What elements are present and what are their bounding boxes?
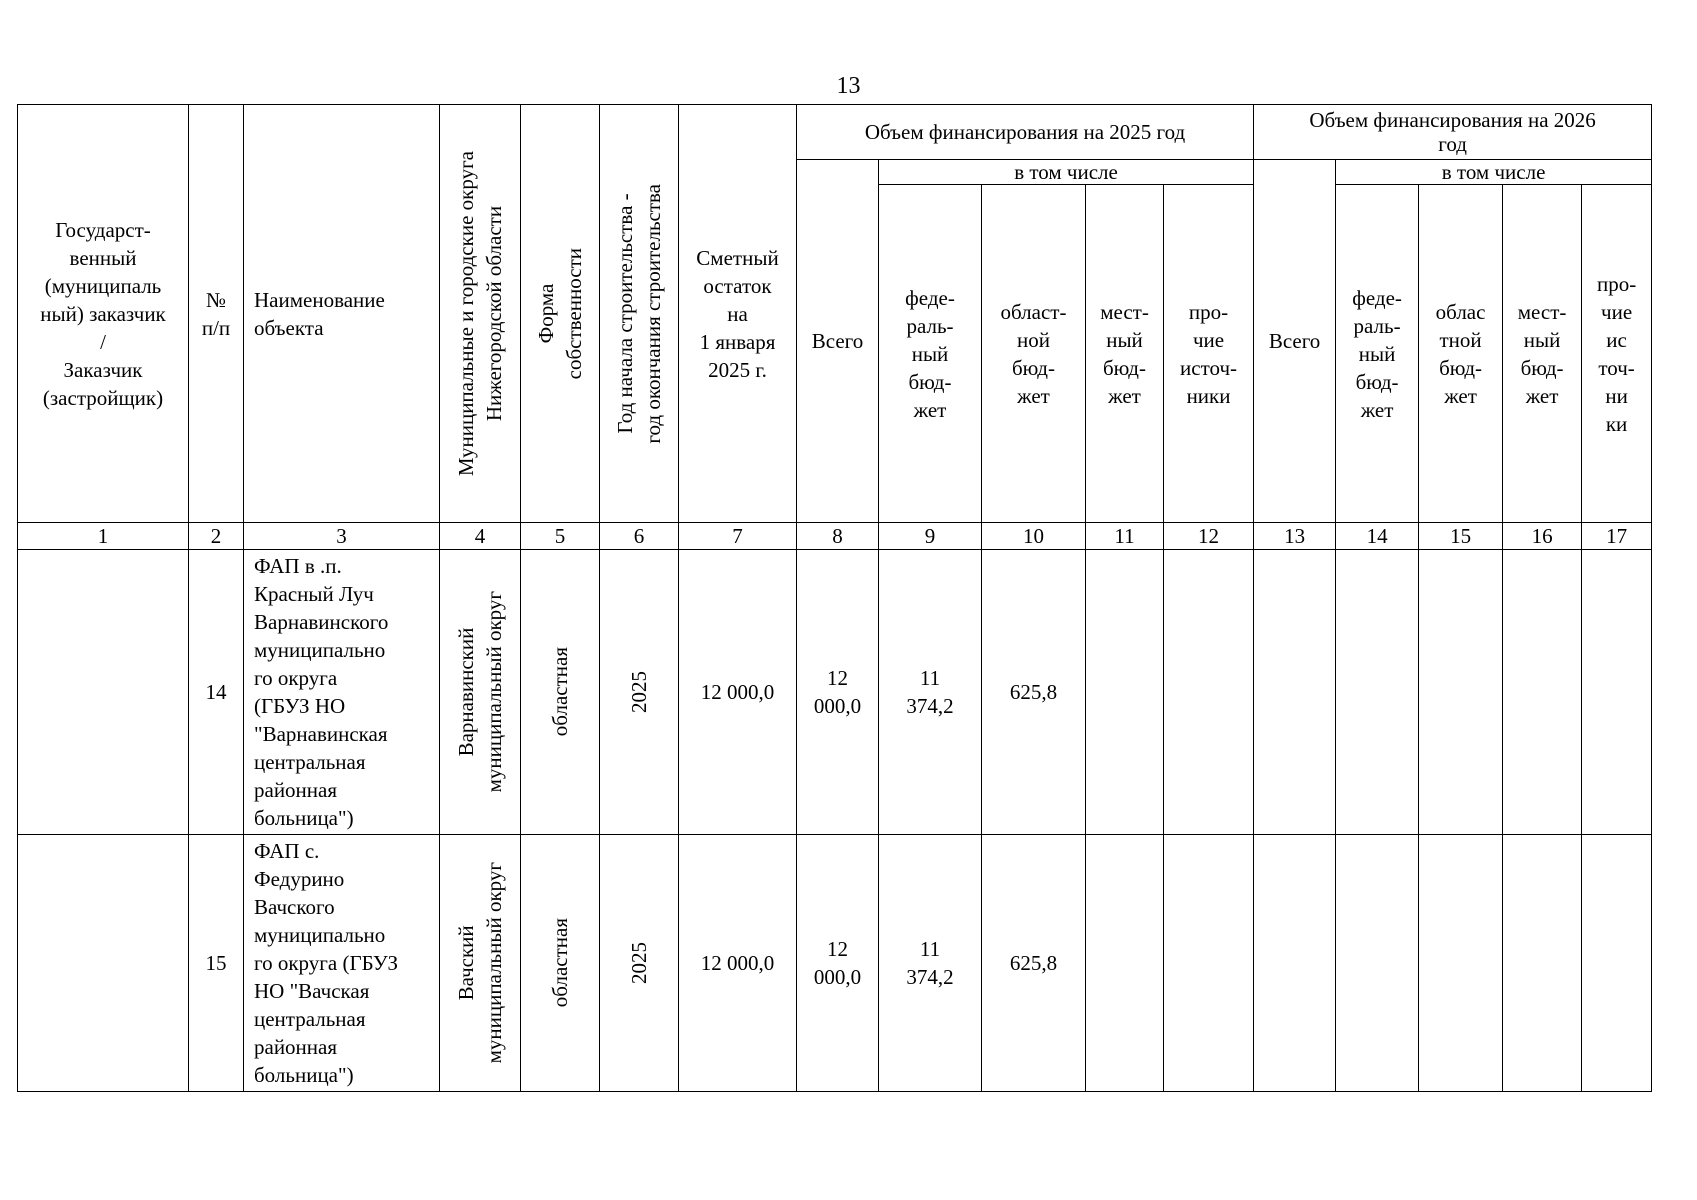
header-other-2026: про- чие ис точ- ни ки	[1582, 185, 1652, 523]
financing-table	[17, 104, 1652, 1092]
cell-years	[600, 835, 679, 1092]
cell-local-2026	[1503, 550, 1582, 835]
table-row	[18, 550, 1652, 835]
cell-object-name: ФАП в .п. Красный Луч Варнавинского муниципально го округа (ГБУЗ НО "Варнавинская центральная районная больница")	[244, 550, 440, 835]
cell-balance: 12 000,0	[679, 835, 797, 1092]
header-total-2026: Всего	[1254, 160, 1336, 523]
header-local-2025: мест- ный бюд- жет	[1086, 185, 1164, 523]
cell-customer	[18, 835, 189, 1092]
column-number: 6	[600, 523, 679, 550]
cell-total-2026	[1254, 835, 1336, 1092]
column-number: 16	[1503, 523, 1582, 550]
header-balance: Сметный остаток на 1 января 2025 г.	[679, 105, 797, 523]
cell-district-text: Вачский муниципальный округ	[454, 862, 506, 1064]
page-number: 13	[836, 73, 861, 99]
column-number: 7	[679, 523, 797, 550]
header-regional-2026: облас тной бюд- жет	[1419, 185, 1503, 523]
column-number: 15	[1419, 523, 1503, 550]
cell-other-2026	[1582, 835, 1652, 1092]
column-number: 9	[879, 523, 982, 550]
cell-federal-2026	[1336, 550, 1419, 835]
header-federal-2026: феде- раль- ный бюд- жет	[1336, 185, 1419, 523]
cell-federal-2026	[1336, 835, 1419, 1092]
header-fin-2026: Объем финансирования на 2026 год	[1254, 105, 1652, 160]
header-incl-2025: в том числе	[879, 160, 1254, 185]
cell-regional-2025: 625,8	[982, 835, 1086, 1092]
cell-total-2026	[1254, 550, 1336, 835]
header-customer: Государст- венный (муниципаль ный) заказчик / Заказчик (застройщик)	[18, 105, 189, 523]
cell-other-2025	[1164, 835, 1254, 1092]
column-number: 8	[797, 523, 879, 550]
header-row-1	[18, 105, 1652, 160]
cell-local-2026	[1503, 835, 1582, 1092]
cell-object-name: ФАП с. Федурино Вачского муниципально го округа (ГБУЗ НО "Вачская центральная районная больница")	[244, 835, 440, 1092]
column-number: 5	[521, 523, 600, 550]
header-ownership-text: Форма собственности	[534, 247, 586, 380]
column-number: 17	[1582, 523, 1652, 550]
cell-ownership	[521, 550, 600, 835]
cell-district	[440, 835, 521, 1092]
header-incl-2026: в том числе	[1336, 160, 1652, 185]
column-number: 4	[440, 523, 521, 550]
header-ownership	[521, 105, 600, 523]
cell-district	[440, 550, 521, 835]
cell-years-text: 2025	[627, 671, 651, 713]
cell-district-text: Варнавинский муниципальный округ	[454, 591, 506, 793]
header-fin-2025: Объем финансирования на 2025 год	[797, 105, 1254, 160]
cell-total-2025: 12 000,0	[797, 550, 879, 835]
cell-local-2025	[1086, 550, 1164, 835]
cell-regional-2026	[1419, 835, 1503, 1092]
cell-federal-2025: 11 374,2	[879, 835, 982, 1092]
column-number: 3	[244, 523, 440, 550]
cell-number: 15	[189, 835, 244, 1092]
column-number: 2	[189, 523, 244, 550]
header-years	[600, 105, 679, 523]
header-total-2025: Всего	[797, 160, 879, 523]
header-years-text: Год начала строительства - год окончания строительства	[613, 183, 665, 444]
cell-years-text: 2025	[627, 942, 651, 984]
column-number: 10	[982, 523, 1086, 550]
column-number: 14	[1336, 523, 1419, 550]
cell-number: 14	[189, 550, 244, 835]
cell-total-2025: 12 000,0	[797, 835, 879, 1092]
cell-ownership-text: областная	[548, 647, 572, 737]
cell-years	[600, 550, 679, 835]
cell-ownership	[521, 835, 600, 1092]
cell-regional-2026	[1419, 550, 1503, 835]
cell-ownership-text: областная	[548, 918, 572, 1008]
column-number: 1	[18, 523, 189, 550]
header-districts-text: Муниципальные и городские округа Нижегородской области	[454, 150, 506, 477]
header-number: № п/п	[189, 105, 244, 523]
column-number: 13	[1254, 523, 1336, 550]
header-districts	[440, 105, 521, 523]
cell-federal-2025: 11 374,2	[879, 550, 982, 835]
cell-regional-2025: 625,8	[982, 550, 1086, 835]
cell-other-2026	[1582, 550, 1652, 835]
table-row	[18, 835, 1652, 1092]
column-numbers-row	[18, 523, 1652, 550]
cell-customer	[18, 550, 189, 835]
cell-balance: 12 000,0	[679, 550, 797, 835]
header-regional-2025: област- ной бюд- жет	[982, 185, 1086, 523]
cell-local-2025	[1086, 835, 1164, 1092]
header-other-2025: про- чие источ- ники	[1164, 185, 1254, 523]
cell-other-2025	[1164, 550, 1254, 835]
column-number: 11	[1086, 523, 1164, 550]
header-federal-2025: феде- раль- ный бюд- жет	[879, 185, 982, 523]
header-object-name: Наименование объекта	[244, 105, 440, 523]
header-local-2026: мест- ный бюд- жет	[1503, 185, 1582, 523]
column-number: 12	[1164, 523, 1254, 550]
